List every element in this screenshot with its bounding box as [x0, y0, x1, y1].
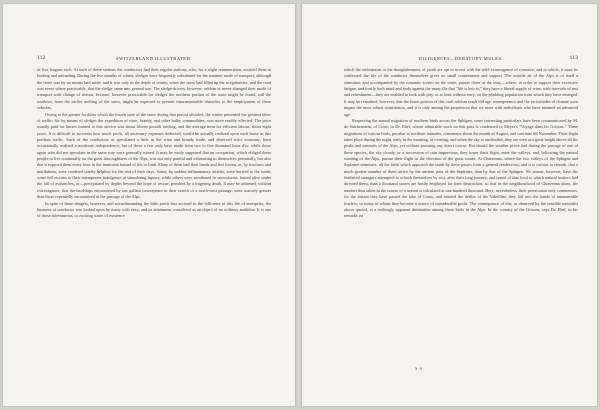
paragraph: Owing to the greater facilities which the frozen state of the snow during that period afforded, the winter presented the greatest show of traffic; for by means of sledges the expedition of wine, brandy, and other bulky commodities, was more readily effected. The price usually paid for horses trained to this service was about fifteen pounds sterling, and the average term for efficient labour, about eight years. It is difficult to ascertain how much profit, all necessary expenses deducted, would be actually realized upon each horse in this perilous traffic. Such of the conductors as speculated a little in the wine and brandy trade, and observed strict economy, have occasionally realized a moderate independence; but of these a few only have made from two to five thousand louis d'or: while those again who did not speculate in the same way were generally ruined. It may be easily supposed that an occupation, which obliged these people to live continually on the great thoroughfares of the Alps, was not only painful and exhausting to themselves personally, but also that it exposed them every hour to the imminent hazard of life or limb. Many of them had their hands and feet frozen, or, by fractures and mutilations, were rendered utterly helpless for the rest of their days. Some, by sudden inflammatory attacks, were hurried to the tomb; some fell victims to their intemperate indulgence in stimulating liquors; while others were smothered in snowstorms, buried alive under the fall of avalanches, or—precipitated by depths beyond the hope of rescue, perished by a lingering death. It may be affirmed, without extravagance, that the hardships encountered by our gallant countrymen in their search of a north-west passage, were scarcely greater than those repeatedly encountered in the passage of the Alps. — [37, 111, 271, 200]
paragraph: In spite of these dangers, however, and notwithstanding the little profit that accrued to the followers of this life of enterprise, the business of conductor was looked upon by many with envy, and its attainment considered as an object of no ordinary ambition. It is one of those adventurous, or exciting states of existence — [37, 200, 271, 219]
right-page — [302, 4, 597, 406]
paragraph: Respecting the annual migration of northern birds across the Splügen, some interesting particulars have been communicated by M. de Salchenstein, of Coire, to Dr. Ebel, whose admirable work on this pass is condensed in Meyer's "Voyage dans les Grisons." These migrations of various birds, peculiar to northern latitudes, commence about the month of August, and continue till November. Their flight takes place during the night, early in the morning, or evening; and when the sky is unclouded, they are seen at a great height above all the peaks and summits of the Alps, yet without pursuing any direct course. But should the weather prove bad during the passage of one of these species, the sky cloudy, or a succession of rain impervious, they lower their flight, enter the valleys, and, following the natural winding of the Alps, pursue their flight in the direction of the great routes. At Chiavenna, where the two valleys of the Splügen and Septimer terminate, all the birds which approach the south by these passes form a general rendezvous; and it is curious to remark, that a much greater number of them arrive by the ancient pass of the Septimer, than by that of the Splügen. No sooner, however, have the feathered strangers attempted to refresh themselves by rest, after their long journey, and tasted of that food to which natural instinct had directed them, than a thousand snares are busily employed for their destruction; so that in the neighbourhood of Chiavenna alone, the number thus taken in the course of a season is calculated at one hundred thousand. Here, nevertheless, their persecution only commences, for the instant they have passed the lake of Como, and entered the defiles of the Valtelline, they fall into the hands of innumerable fowlers; so many of whom they become a source of considerable profit. The consequence of this, as observed by the sensible naturalist above quoted, is a strikingly apparent diminution among these birds in the Alps. In the country of the Grisons, says Dr. Ebel, in his remarks on — [344, 117, 578, 219]
running-title: SWITZERLAND ILLUSTRATED. — [116, 56, 192, 61]
running-title: DILIGENCES—DEBATORY MULES. — [418, 56, 504, 61]
right-body-text — [344, 67, 578, 220]
left-body-text — [37, 67, 271, 220]
page-number: 113 — [569, 55, 578, 61]
right-page-header — [344, 54, 578, 63]
signature-mark: S S — [415, 366, 423, 371]
left-page-header — [37, 54, 271, 63]
left-page — [3, 4, 295, 406]
paragraph: of five leagues each. At each of these stations the conductors had their regular stations, who, for a slight remuneration, assisted them in loading and unloading. During the five months of winter, sledges were frequently substituted for the summer mode of transport, although the latter was by no means laid aside; and it was only in the depth of winter, when the snow had filled up the irregularities, and the road was every where practicable, that the sledge came into general use. The sledge-drivers, however, seldom or never changed their mode of transport with change of season, because, however practicable for sledges the northern portion of the route might be found, still the southern, from the earlier melting of the snow, might be expected to present insurmountable obstacles to the employment of these vehicles. — [37, 67, 271, 111]
page-number: 112 — [37, 55, 46, 61]
book-gutter — [295, 4, 302, 406]
paragraph: which the enthusiasm or the thoughtlessness of youth are apt to invest with the wild extravagance of romance, and to which, it must be confessed, the life of the conductor themselves gives no small countenance and support. The outside air of the Alps is of itself a stimulant; and accompanied by the romantic scenes on the route, pursue cheer at the inns,—where, in order to support their excessive fatigue, and fortify both mind and body against the many ills that "life is heir to," they have a liberal supply of wine, with intervals of rest and refreshment—they are enabled to look with pity, or at least without envy, on the plodding population from which they have emerged. It may be remarked, however, that the finest portion of this craft seldom reach old age: intemperance and the vicissitudes of climate soon impair the most robust constitution, and it is only among the proprietors that we meet with individuals who have attained an advanced age. — [344, 67, 578, 117]
